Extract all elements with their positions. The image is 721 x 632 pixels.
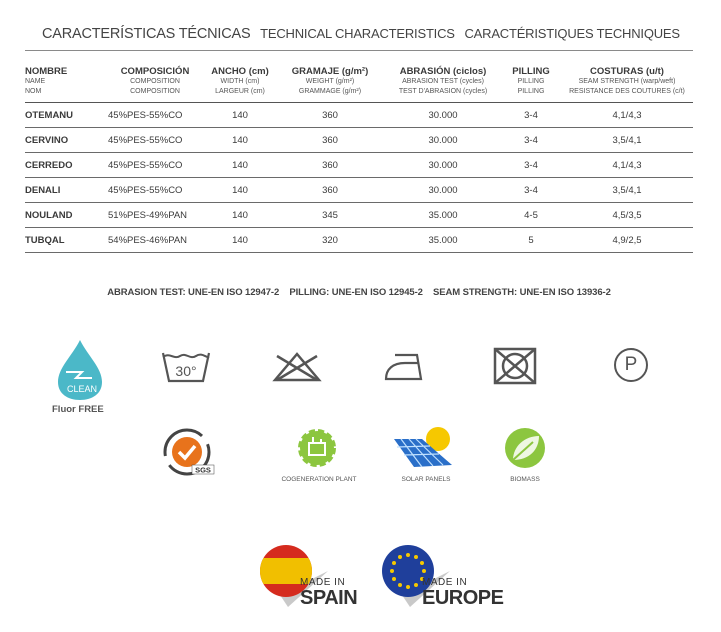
cell-name: OTEMANU bbox=[25, 109, 74, 121]
col-header-width: ANCHO (cm) WIDTH (cm) LARGEUR (cm) bbox=[211, 66, 269, 95]
col-header-pilling: PILLING PILLING PILLING bbox=[512, 66, 550, 95]
cell-pilling: 3-4 bbox=[524, 184, 538, 196]
cell-seams: 4,1/4,3 bbox=[612, 159, 642, 171]
test-norms: ABRASION TEST: UNE-EN ISO 12947-2 PILLING: UNE-EN ISO 12945-2 SEAM STRENGTH: UNE-EN ISO 13936-2 bbox=[107, 287, 611, 298]
made-in-europe-big: EUROPE bbox=[422, 587, 504, 609]
sgs-badge-icon bbox=[162, 428, 220, 478]
cell-width: 140 bbox=[232, 134, 248, 146]
made-in-europe bbox=[422, 577, 503, 608]
cell-pilling: 3-4 bbox=[524, 109, 538, 121]
cell-pilling: 5 bbox=[528, 234, 534, 246]
cell-composition: 54%PES-46%PAN bbox=[108, 234, 188, 246]
cell-name: TUBQAL bbox=[25, 234, 65, 246]
cell-abrasion: 30.000 bbox=[428, 134, 458, 146]
iron-icon bbox=[383, 349, 429, 383]
cell-name: CERVINO bbox=[25, 134, 69, 146]
cell-abrasion: 30.000 bbox=[428, 184, 458, 196]
cell-name: CERREDO bbox=[25, 159, 73, 171]
cell-seams: 4,1/4,3 bbox=[612, 109, 642, 121]
cell-pilling: 3-4 bbox=[524, 134, 538, 146]
cell-width: 140 bbox=[232, 109, 248, 121]
made-in-spain bbox=[300, 577, 357, 608]
title-divider bbox=[25, 50, 693, 51]
no-tumble-dry-icon bbox=[492, 346, 538, 386]
cell-width: 140 bbox=[232, 184, 248, 196]
table-row bbox=[25, 203, 693, 228]
col-header-name: NOMBRE NAME NOM bbox=[25, 66, 68, 95]
wash-30-icon bbox=[160, 349, 212, 385]
biomass-icon bbox=[503, 426, 547, 470]
dry-clean-p-icon: P bbox=[614, 348, 648, 382]
table-row bbox=[25, 103, 693, 128]
cell-seams: 3,5/4,1 bbox=[612, 134, 642, 146]
no-bleach-icon bbox=[271, 350, 323, 384]
title-fr: CARACTÉRISTIQUES TECHNIQUES bbox=[464, 26, 680, 41]
table-row bbox=[25, 178, 693, 203]
table-header-row bbox=[25, 62, 693, 103]
cell-composition: 45%PES-55%CO bbox=[108, 184, 183, 196]
table-row bbox=[25, 228, 693, 253]
cell-composition: 45%PES-55%CO bbox=[108, 134, 183, 146]
cell-composition: 45%PES-55%CO bbox=[108, 109, 183, 121]
cell-pilling: 4-5 bbox=[524, 209, 538, 221]
page-title bbox=[42, 25, 692, 42]
cell-width: 140 bbox=[232, 234, 248, 246]
col-header-weight: GRAMAJE (g/m²) WEIGHT (g/m²) GRAMMAGE (g/m²) bbox=[291, 66, 369, 95]
cell-pilling: 3-4 bbox=[524, 159, 538, 171]
sgs-text: SGS bbox=[195, 465, 211, 475]
title-es: CARACTERÍSTICAS TÉCNICAS bbox=[42, 26, 251, 42]
cogeneration-caption: COGENERATION PLANT bbox=[281, 476, 357, 483]
cell-width: 140 bbox=[232, 209, 248, 221]
solar-panels-icon bbox=[392, 425, 456, 469]
title-en: TECHNICAL CHARACTERISTICS bbox=[260, 26, 455, 41]
table-row bbox=[25, 128, 693, 153]
cogeneration-icon bbox=[297, 428, 337, 468]
cell-composition: 51%PES-49%PAN bbox=[108, 209, 188, 221]
made-in-spain-small: MADE IN bbox=[300, 577, 346, 588]
made-in-europe-small: MADE IN bbox=[422, 577, 468, 588]
cell-seams: 4,5/3,5 bbox=[612, 209, 642, 221]
cell-seams: 3,5/4,1 bbox=[612, 184, 642, 196]
cell-weight: 360 bbox=[322, 184, 338, 196]
cell-name: NOULAND bbox=[25, 209, 73, 221]
cell-abrasion: 35.000 bbox=[428, 234, 458, 246]
cell-weight: 320 bbox=[322, 234, 338, 246]
col-header-composition: COMPOSICIÓN COMPOSITION COMPOSITION bbox=[120, 66, 190, 95]
fluor-free-label: Fluor FREE bbox=[52, 404, 104, 415]
cell-width: 140 bbox=[232, 159, 248, 171]
clean-text: CLEAN bbox=[66, 384, 98, 394]
made-in-spain-big: SPAIN bbox=[300, 587, 358, 609]
cell-composition: 45%PES-55%CO bbox=[108, 159, 183, 171]
cell-weight: 360 bbox=[322, 159, 338, 171]
cell-weight: 360 bbox=[322, 134, 338, 146]
specs-table bbox=[25, 62, 693, 253]
cell-abrasion: 30.000 bbox=[428, 159, 458, 171]
biomass-caption: BIOMASS bbox=[510, 476, 540, 483]
cell-weight: 345 bbox=[322, 209, 338, 221]
cell-abrasion: 35.000 bbox=[428, 209, 458, 221]
cell-abrasion: 30.000 bbox=[428, 109, 458, 121]
col-header-abrasion: ABRASIÓN (ciclos) ABRASION TEST (cycles) TEST D'ABRASION (cycles) bbox=[398, 66, 488, 95]
cell-weight: 360 bbox=[322, 109, 338, 121]
cell-seams: 4,9/2,5 bbox=[612, 234, 642, 246]
col-header-seams: COSTURAS (u/t) SEAM STRENGTH (warp/weft) RESISTANCE DES COUTURES (c/t) bbox=[569, 66, 685, 95]
cell-name: DENALI bbox=[25, 184, 61, 196]
table-row bbox=[25, 153, 693, 178]
wash-temp: 30° bbox=[175, 363, 197, 379]
fluor-free-drop-icon bbox=[52, 338, 108, 402]
solar-panels-caption: SOLAR PANELS bbox=[401, 476, 451, 483]
